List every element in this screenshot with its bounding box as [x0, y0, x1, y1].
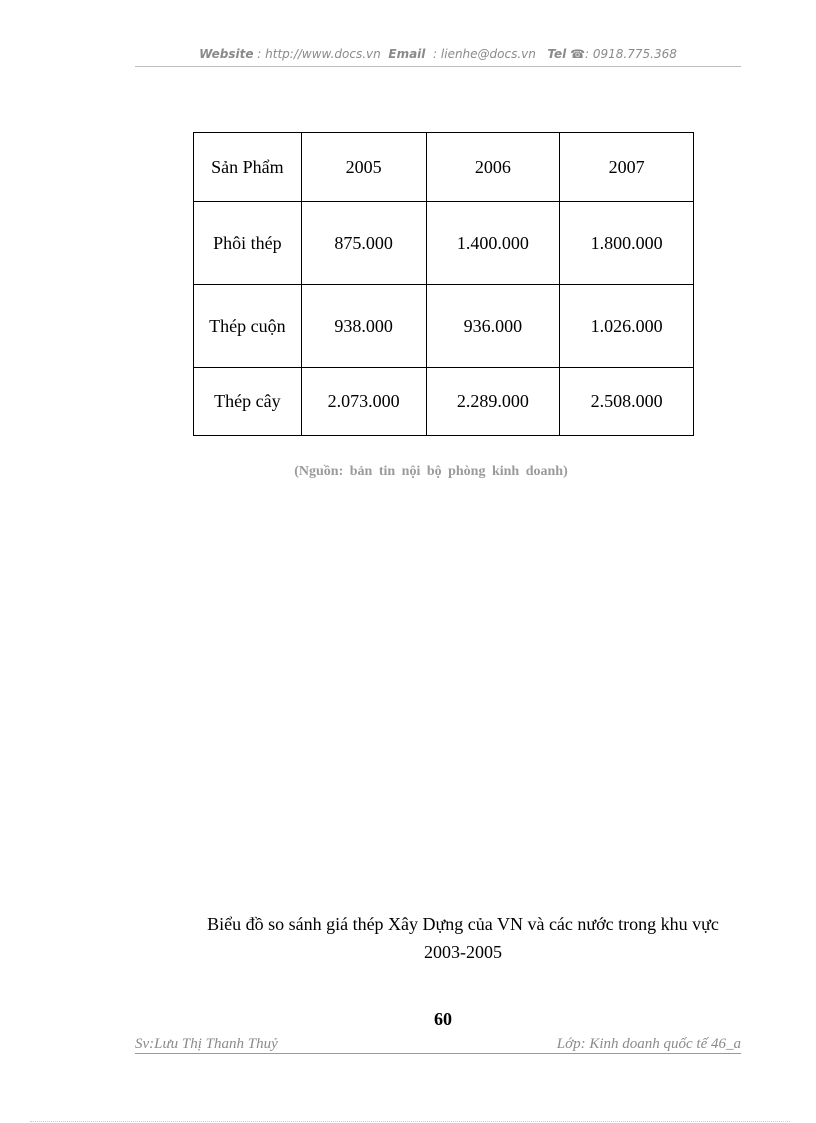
table-header-cell: Sản Phẩm — [194, 133, 302, 202]
table-source-note: (Nguồn: bản tin nội bộ phòng kinh doanh) — [294, 464, 568, 479]
header-divider — [135, 66, 741, 67]
table-cell: 1.026.000 — [560, 285, 694, 368]
table-header-cell: 2006 — [426, 133, 560, 202]
table-cell-product: Phôi thép — [194, 202, 302, 285]
page-header — [135, 47, 741, 61]
table-cell: 2.289.000 — [426, 368, 560, 436]
chart-caption-line1: Biểu đồ so sánh giá thép Xây Dựng của VN và các nước trong khu vực — [207, 914, 719, 934]
chart-caption — [150, 910, 776, 966]
chart-caption-line2: 2003-2005 — [424, 942, 502, 962]
table-cell-product: Thép cây — [194, 368, 302, 436]
footer-class: Lớp: Kinh doanh quốc tế 46_a — [556, 1036, 741, 1052]
table-cell: 2.073.000 — [301, 368, 426, 436]
page-footer — [135, 1036, 741, 1054]
table-header-cell: 2007 — [560, 133, 694, 202]
table-row — [194, 368, 694, 436]
email-label: Email — [388, 47, 426, 61]
page-number: 60 — [434, 1009, 452, 1029]
steel-products-table — [193, 132, 694, 436]
page-edge-divider — [30, 1121, 790, 1122]
footer-divider — [135, 1053, 741, 1054]
table-row — [194, 285, 694, 368]
table-cell-product: Thép cuộn — [194, 285, 302, 368]
phone-icon: ☎ — [570, 47, 586, 61]
table-cell: 2.508.000 — [560, 368, 694, 436]
footer-student: Sv:Lưu Thị Thanh Thuỷ — [135, 1036, 278, 1052]
tel-value: : 0918.775.368 — [585, 47, 677, 61]
table-cell: 1.800.000 — [560, 202, 694, 285]
tel-label: Tel — [547, 47, 567, 61]
table-cell: 875.000 — [301, 202, 426, 285]
table-cell: 936.000 — [426, 285, 560, 368]
table-row — [194, 202, 694, 285]
website-value: : http://www.docs.vn — [257, 47, 381, 61]
table-cell: 938.000 — [301, 285, 426, 368]
website-label: Website — [199, 47, 254, 61]
table-cell: 1.400.000 — [426, 202, 560, 285]
table-header-row — [194, 133, 694, 202]
table-header-cell: 2005 — [301, 133, 426, 202]
email-value: : lienhe@docs.vn — [433, 47, 536, 61]
